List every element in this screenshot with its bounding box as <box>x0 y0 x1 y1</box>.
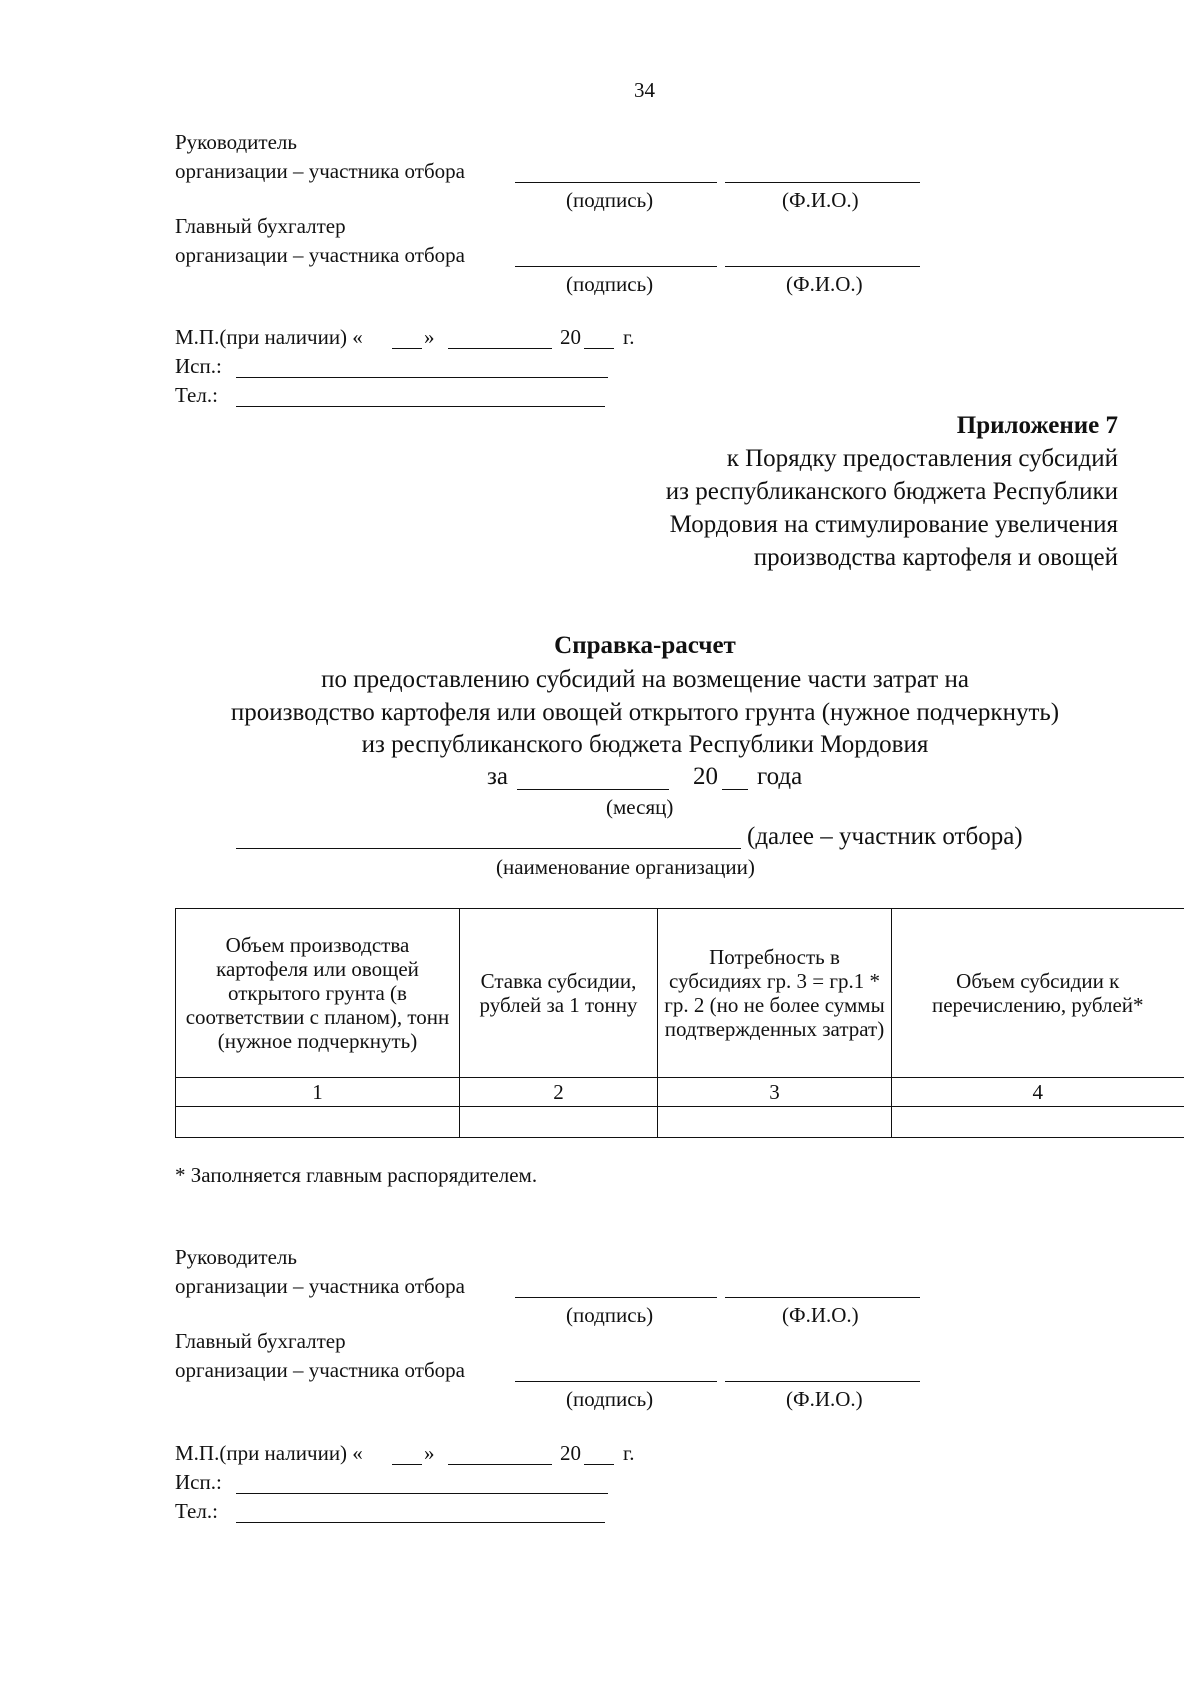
header-cell-subsidy-need: Потребность в субсидиях гр. 3 = гр.1 * гр. 2 (но не более суммы подтвержденных затрат) <box>658 909 892 1078</box>
organization-name-line[interactable] <box>236 848 741 849</box>
stamp-year-suffix: г. <box>623 1441 635 1465</box>
head-name-line[interactable] <box>725 1297 920 1298</box>
period-month-line[interactable] <box>517 789 669 790</box>
phone-label: Тел.: <box>175 1499 218 1523</box>
name-caption: (Ф.И.О.) <box>782 1303 859 1327</box>
table-cell[interactable] <box>658 1107 892 1138</box>
head-org-label: организации – участника отбора <box>175 159 465 183</box>
table-header-row <box>176 909 1184 1078</box>
stamp-year: 20 <box>560 1441 581 1465</box>
month-caption: (месяц) <box>606 795 674 819</box>
executor-label: Исп.: <box>175 1470 222 1494</box>
accountant-org-label: организации – участника отбора <box>175 243 465 267</box>
head-label: Руководитель <box>175 130 297 154</box>
table-column-number-row <box>176 1078 1184 1107</box>
heading-line: производство картофеля или овощей открытого грунта (нужное подчеркнуть) <box>230 699 1060 726</box>
phone-label: Тел.: <box>175 383 218 407</box>
appendix-line: производства картофеля и овощей <box>753 544 1118 571</box>
signature-caption: (подпись) <box>566 1303 654 1327</box>
phone-line[interactable] <box>236 1522 605 1523</box>
stamp-year: 20 <box>560 325 581 349</box>
stamp-label: М.П.(при наличии) « <box>175 1441 363 1465</box>
executor-label: Исп.: <box>175 354 222 378</box>
signature-caption: (подпись) <box>566 1387 654 1411</box>
subsidy-calculation-table <box>175 908 1184 1138</box>
stamp-quote-close: » <box>424 325 435 349</box>
period-suffix: года <box>757 763 803 790</box>
period-prefix: за <box>487 763 508 790</box>
head-signature-line[interactable] <box>515 182 717 183</box>
executor-line[interactable] <box>236 1493 608 1494</box>
stamp-label: М.П.(при наличии) « <box>175 325 363 349</box>
head-signature-line[interactable] <box>515 1297 717 1298</box>
column-number: 3 <box>658 1078 892 1107</box>
column-number: 4 <box>892 1078 1184 1107</box>
document-title: Справка-расчет <box>554 632 736 659</box>
name-caption: (Ф.И.О.) <box>786 1387 863 1411</box>
table-cell[interactable] <box>176 1107 460 1138</box>
stamp-day-line[interactable] <box>392 1464 422 1465</box>
period-year-line[interactable] <box>722 789 748 790</box>
heading-line: из республиканского бюджета Республики Мордовия <box>361 731 929 758</box>
stamp-year-suffix: г. <box>623 325 635 349</box>
organization-suffix: (далее – участник отбора) <box>747 823 1023 850</box>
signature-caption: (подпись) <box>566 272 654 296</box>
table-cell[interactable] <box>460 1107 658 1138</box>
column-number: 1 <box>176 1078 460 1107</box>
organization-caption: (наименование организации) <box>496 855 755 879</box>
phone-line[interactable] <box>236 406 605 407</box>
stamp-month-line[interactable] <box>448 1464 552 1465</box>
header-cell-subsidy-amount: Объем субсидии к перечислению, рублей* <box>892 909 1184 1078</box>
appendix-line: из республиканского бюджета Республики <box>665 478 1118 505</box>
heading-line: по предоставлению субсидий на возмещение части затрат на <box>321 666 969 693</box>
head-name-line[interactable] <box>725 182 920 183</box>
executor-line[interactable] <box>236 377 608 378</box>
accountant-org-label: организации – участника отбора <box>175 1358 465 1382</box>
page-number: 34 <box>634 78 655 102</box>
appendix-line: к Порядку предоставления субсидий <box>726 445 1118 472</box>
accountant-label: Главный бухгалтер <box>175 1329 346 1353</box>
accountant-name-line[interactable] <box>725 1381 920 1382</box>
period-year: 20 <box>693 763 718 790</box>
signature-caption: (подпись) <box>566 188 654 212</box>
header-cell-subsidy-rate: Ставка субсидии, рублей за 1 тонну <box>460 909 658 1078</box>
appendix-line: Мордовия на стимулирование увеличения <box>669 511 1118 538</box>
accountant-name-line[interactable] <box>725 266 920 267</box>
name-caption: (Ф.И.О.) <box>786 272 863 296</box>
stamp-month-line[interactable] <box>448 348 552 349</box>
appendix-title: Приложение 7 <box>956 412 1118 439</box>
header-cell-production-volume: Объем производства картофеля или овощей открытого грунта (в соответствии с планом), тонн (нужное подчеркнуть) <box>176 909 460 1078</box>
name-caption: (Ф.И.О.) <box>782 188 859 212</box>
stamp-year-line[interactable] <box>584 1464 614 1465</box>
accountant-signature-line[interactable] <box>515 266 717 267</box>
footnote: * Заполняется главным распорядителем. <box>175 1163 538 1187</box>
stamp-quote-close: » <box>424 1441 435 1465</box>
head-label: Руководитель <box>175 1245 297 1269</box>
accountant-signature-line[interactable] <box>515 1381 717 1382</box>
column-number: 2 <box>460 1078 658 1107</box>
table-cell[interactable] <box>892 1107 1184 1138</box>
accountant-label: Главный бухгалтер <box>175 214 346 238</box>
head-org-label: организации – участника отбора <box>175 1274 465 1298</box>
stamp-year-line[interactable] <box>584 348 614 349</box>
stamp-day-line[interactable] <box>392 348 422 349</box>
table-row <box>176 1107 1184 1138</box>
